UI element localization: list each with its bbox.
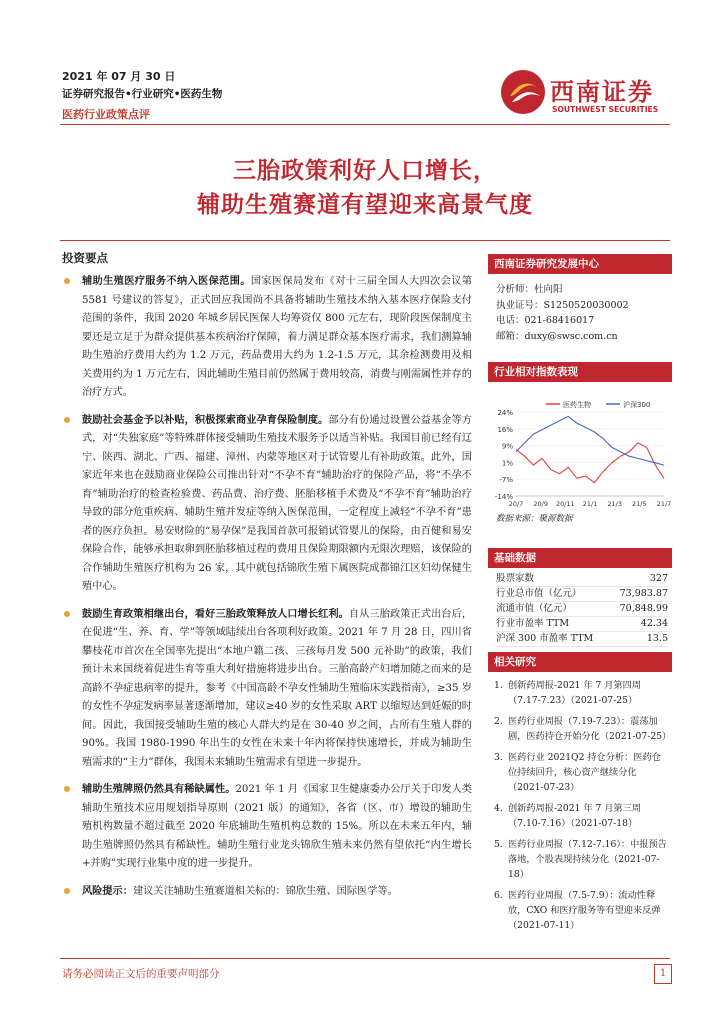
x-tick-label: 20/11 (555, 500, 575, 508)
data-row (496, 572, 668, 587)
y-tick-label: 24% (497, 409, 513, 417)
bullet-heading: 风险提示： (82, 884, 133, 897)
performance-panel (488, 362, 672, 524)
related-text: 医药行业周报（7.12-7.16）：中报预告落地，个股表现持续分化（2021-07-18） (508, 839, 667, 880)
title-line-1: 三胎政策利好人口增长， (233, 157, 497, 184)
bullet-heading: 鼓励社会基金予以补贴，积极探索商业孕育保险制度。 (82, 413, 329, 426)
data-value: 327 (649, 573, 668, 584)
phone-number: 电话：021-68416017 (496, 315, 595, 326)
related-text: 创新药周报-2021 年 7 月第三周（7.10-7.16）（2021-07-18） (508, 803, 641, 829)
data-label: 沪深 300 市盈率 TTM (496, 633, 594, 644)
data-row (496, 632, 668, 647)
bullet-heading: 鼓励生育政策相继出台，看好三胎政策释放人口增长红利。 (82, 607, 349, 620)
related-number: 3. (494, 752, 503, 763)
body-column (62, 272, 472, 909)
related-link[interactable] (492, 837, 668, 882)
x-tick-label: 20/7 (508, 500, 524, 508)
legend-label: 沪深300 (623, 401, 651, 409)
related-text: 医药行业周报（7.19-7.23）：震荡加剧，医药持仓开始分化（2021-07-25） (508, 716, 672, 742)
bullet-dot-icon (64, 786, 70, 792)
analyst-name: 分析师：杜向阳 (496, 284, 563, 295)
related-link[interactable] (492, 714, 672, 744)
x-tick-label: 21/1 (582, 500, 598, 508)
section-title: 投资要点 (62, 251, 108, 265)
bullet-item (62, 605, 472, 773)
bullet-text: 建议关注辅助生殖赛道相关标的：锦欣生殖、国际医学等。 (132, 885, 398, 897)
company-name-cn: 西南证券 (550, 77, 654, 106)
related-title: 相关研究 (488, 652, 672, 672)
related-research-panel (488, 652, 672, 939)
y-tick-label: -7% (499, 476, 513, 485)
center-title: 西南证券研究发展中心 (488, 254, 672, 274)
bullet-item (62, 780, 472, 874)
email-address: 邮箱：duxy@swsc.com.cn (496, 330, 618, 342)
report-category: 医药行业政策点评 (62, 108, 150, 121)
company-logo-icon (500, 66, 546, 118)
related-text: 医药行业周报（7.5-7.9）：流动性释放，CXO 和医疗服务等有望迎来反弹（2021-07-11） (508, 890, 661, 931)
data-label: 股票家数 (496, 573, 535, 584)
data-source: 数据来源：聚源数据 (496, 514, 573, 524)
series-line (516, 416, 664, 465)
relative-index-chart (488, 382, 672, 512)
data-value: 70,848.99 (619, 603, 668, 614)
related-text: 创新药周报-2021 年 7 月第四周（7.17-7.23）（2021-07-25） (508, 680, 641, 706)
related-text: 医药行业 2021Q2 持仓分析：医药仓位持续回升，核心资产继续分化（2021-07-23） (508, 752, 661, 793)
report-type: 证券研究报告•行业研究•医药生物 (62, 88, 223, 100)
x-tick-label: 21/7 (656, 500, 672, 508)
bullet-text: 2021 年 1 月《国家卫生健康委办公厅关于印发人类辅助生殖技术应用规划指导原则（2021 版）的通知》，各省（区、市）增设的辅助生殖机构数量不超过截至 2020 年底辅助生殖机构总数的 15%。所以在未来五年内，辅助生殖牌照仍然具有稀缺性。辅助生殖行业龙头锦欣生殖未来仍然有望依托“内生增长+并购”实现行业集中度的进一步提升。 (82, 784, 472, 869)
bullet-dot-icon (64, 417, 70, 423)
bullet-dot-icon (64, 278, 70, 284)
legend-label: 医药生物 (563, 401, 591, 409)
perf-title: 行业相对指数表现 (488, 362, 672, 382)
header-rule (60, 124, 670, 125)
related-number: 1. (494, 680, 503, 691)
bullet-item (62, 411, 472, 597)
x-tick-label: 20/9 (533, 500, 548, 508)
related-link[interactable] (492, 750, 668, 795)
bullet-dot-icon (64, 611, 70, 617)
series-line (516, 443, 664, 483)
bullet-text: 自从三胎政策正式出台后，在促进“生、养、育、学”等领域陆续出台各项利好政策。2021 年 7 月 28 日，四川省攀枝花市首次在全国率先提出“本地户籍二孩、三孩每月发 500 元补助”的政策，我们预计未来国绕着促进生育等重大利好措施将进步出台。三胎高龄产妇增加随之而来的是高龄不孕症患病率的提升，参考《中国高龄不孕女性辅助生殖临床实践指南》，≥35 岁的女性不孕症发病率显著逐渐增加，建议≥40 岁的女性采取 ART 以缩短达到妊娠的时间。因此，我国接受辅助生殖的核心人群大约是在 30-40 岁之间，占所有生殖人群的 90%。我国 1980-1990 年出生的女性在未来十年内将保持快速增长，并成为辅助生殖需求的“主力”群体，我国未来辅助生殖需求有望进一步提升。 (82, 608, 473, 768)
basic-title: 基础数据 (488, 548, 672, 568)
bullet-heading: 辅助生殖牌照仍然具有稀缺属性。 (82, 783, 236, 795)
data-row (496, 602, 668, 617)
y-tick-label: -14% (494, 493, 513, 501)
y-tick-label: 9% (501, 442, 513, 451)
title-line-2: 辅助生殖赛道有望迎来高景气度 (197, 191, 533, 218)
bullet-item (62, 882, 472, 902)
page-number: 1 (654, 964, 672, 984)
license-number: 执业证号：S1250520030002 (496, 299, 629, 311)
related-number: 6. (494, 890, 503, 901)
data-label: 行业市盈率 TTM (496, 618, 570, 629)
related-number: 5. (494, 839, 503, 850)
data-value: 73,983.87 (619, 588, 668, 599)
related-number: 2. (494, 716, 503, 727)
bullet-dot-icon (64, 888, 70, 894)
related-number: 4. (494, 803, 503, 814)
data-label: 行业总市值（亿元） (496, 588, 582, 599)
footer-rule (60, 958, 670, 959)
y-tick-label: 16% (497, 425, 513, 434)
related-link[interactable] (492, 888, 668, 933)
data-value: 13.5 (646, 633, 668, 644)
data-row (496, 617, 668, 632)
x-tick-label: 21/3 (607, 500, 622, 508)
bullet-text: 国家医保局发布《对十三届全国人大四次会议第 5581 号建议的答复》，正式回应我国尚不具备将辅助生殖技术纳入基本医疗保险支付范围的条件，我国 2020 年城乡居民医保人均筹资仅 800 元左右，现阶段医保制度主要还是立足于为群众提供基本疾病治疗保障，着力满足群众基本医疗需求，我们测算辅助生殖治疗费用大约为 1.2 万元，药品费用大约为 1.2-1.5 万元，其余检测费用及相关费用约为 1 万元左右，因此辅助生殖目前仍然属于费用较高，消费与刚需属性并存的治疗方式。 (82, 276, 473, 398)
analyst-panel (488, 254, 672, 344)
data-label: 流通市值（亿元） (496, 603, 573, 614)
related-link[interactable] (492, 801, 668, 831)
x-tick-label: 21/5 (632, 500, 647, 508)
data-value: 42.34 (640, 618, 668, 629)
title-rule (60, 240, 670, 241)
company-name-en: SOUTHWEST SECURITIES (552, 105, 659, 114)
bullet-item (62, 272, 472, 403)
report-date: 2021 年 07 月 30 日 (62, 70, 176, 83)
basic-data-panel (488, 548, 672, 647)
bullet-heading: 辅助生殖医疗服务不纳入医保范围。 (82, 275, 251, 287)
related-link[interactable] (492, 678, 668, 708)
data-row (496, 587, 668, 602)
bullet-text: 部分有份通过设置公益基金等方式，对“失独家庭”等特殊群体接受辅助生殖技术服务予以适当补贴。我国目前已经有辽宁、陕西、湖北、广西、福建、漳州、内蒙等地区对于试管婴儿有补助政策。此外，国家近年来也在鼓励商业保险公司推出针对“不孕不育”辅助治疗的保险产品，将“不孕不育”辅助治疗的检查检验费、药品费、治疗费、胚胎移植手术费及“不孕不育”辅助治疗导致的部分危重疾病、辅助生殖并发症等纳入医保范围，一定程度上减轻“不孕不育”患者的医疗负担。易安财险的“易孕保”是我国首款可报销试管婴儿的保险，由百健和易安保险合作，能够承担取卵到胚胎移植过程的费用且保险期限额内无限次理赔，该保险的合作辅助生殖医疗机构为 26 家，其中就包括锦欣生殖下属医院成都锦江区妇幼保健生殖中心。 (82, 414, 473, 592)
footer-disclaimer[interactable]: 请务必阅读正文后的重要声明部分 (62, 968, 220, 980)
y-tick-label: 1% (501, 459, 513, 468)
